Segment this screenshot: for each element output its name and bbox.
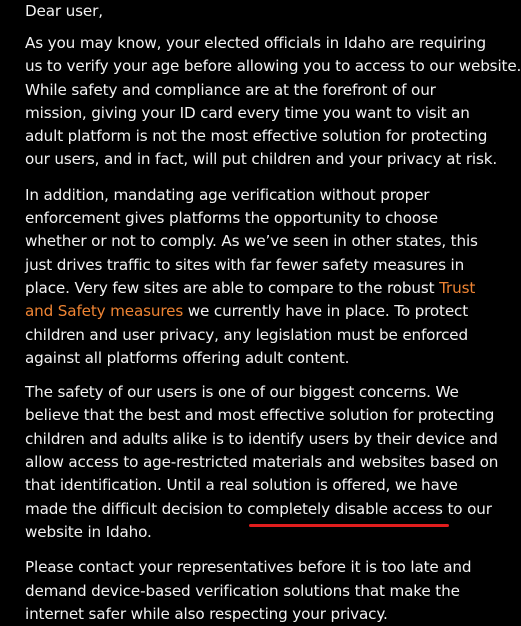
text-line: children and user privacy, any legislation must be enforced (25, 325, 468, 344)
text-line (25, 277, 476, 300)
text-line: against all platforms offering adult content. (25, 348, 350, 367)
notice-letter (25, 0, 521, 626)
greeting: Dear user, (25, 2, 103, 20)
text-line: website in Idaho. (25, 522, 152, 541)
paragraph-call-to-action (25, 556, 472, 626)
text-line: believe that the best and most effective solution for protecting (25, 406, 495, 425)
text-line: children and adults alike is to identify users by their device and (25, 429, 498, 448)
highlighted-phrase-text: completely disable access (247, 499, 443, 518)
text-line: internet safer while also respecting your privacy. (25, 604, 388, 623)
text-line: As you may know, your elected officials in Idaho are requiring (25, 34, 487, 52)
text-line: While safety and compliance are at the forefront of our (25, 80, 436, 99)
paragraph-age-verification-requirement (25, 32, 521, 172)
paragraph-user-safety (25, 381, 499, 544)
text-line: In addition, mandating age verification without proper (25, 185, 430, 204)
text-line: us to verify your age before allowing you to access to our website. (25, 57, 521, 76)
text-line (25, 498, 492, 521)
text-line: demand device-based verification solutions that make the (25, 581, 460, 600)
text-line: allow access to age-restricted materials and websites based on (25, 453, 499, 472)
text-line (25, 300, 469, 323)
text-line: whether or not to comply. As we’ve seen in other states, this (25, 232, 478, 251)
text-line: our users, and in fact, will put children and your privacy at risk. (25, 150, 498, 169)
red-annotation-underline (249, 524, 449, 527)
trust-and-safety-link-continued[interactable]: and Safety measures (25, 302, 184, 321)
text-segment: place. Very few sites are able to compare to the robust (25, 278, 440, 297)
text-line: Please contact your representatives before it is too late and (25, 558, 472, 577)
text-segment: to our (442, 499, 492, 518)
paragraph-enforcement (25, 184, 478, 370)
highlighted-phrase (247, 498, 443, 521)
text-segment: we currently have in place. To protect (183, 302, 469, 321)
trust-and-safety-link[interactable]: Trust (439, 278, 476, 297)
text-line: just drives traffic to sites with far fewer safety measures in (25, 255, 465, 274)
text-line: that identification. Until a real solution is offered, we have (25, 476, 458, 495)
text-line: mission, giving your ID card every time you want to visit an (25, 103, 470, 122)
text-line: enforcement gives platforms the opportunity to choose (25, 209, 438, 228)
text-line: The safety of our users is one of our biggest concerns. We (25, 383, 459, 402)
text-segment: made the difficult decision to (25, 499, 248, 518)
text-line: adult platform is not the most effective solution for protecting (25, 127, 488, 146)
